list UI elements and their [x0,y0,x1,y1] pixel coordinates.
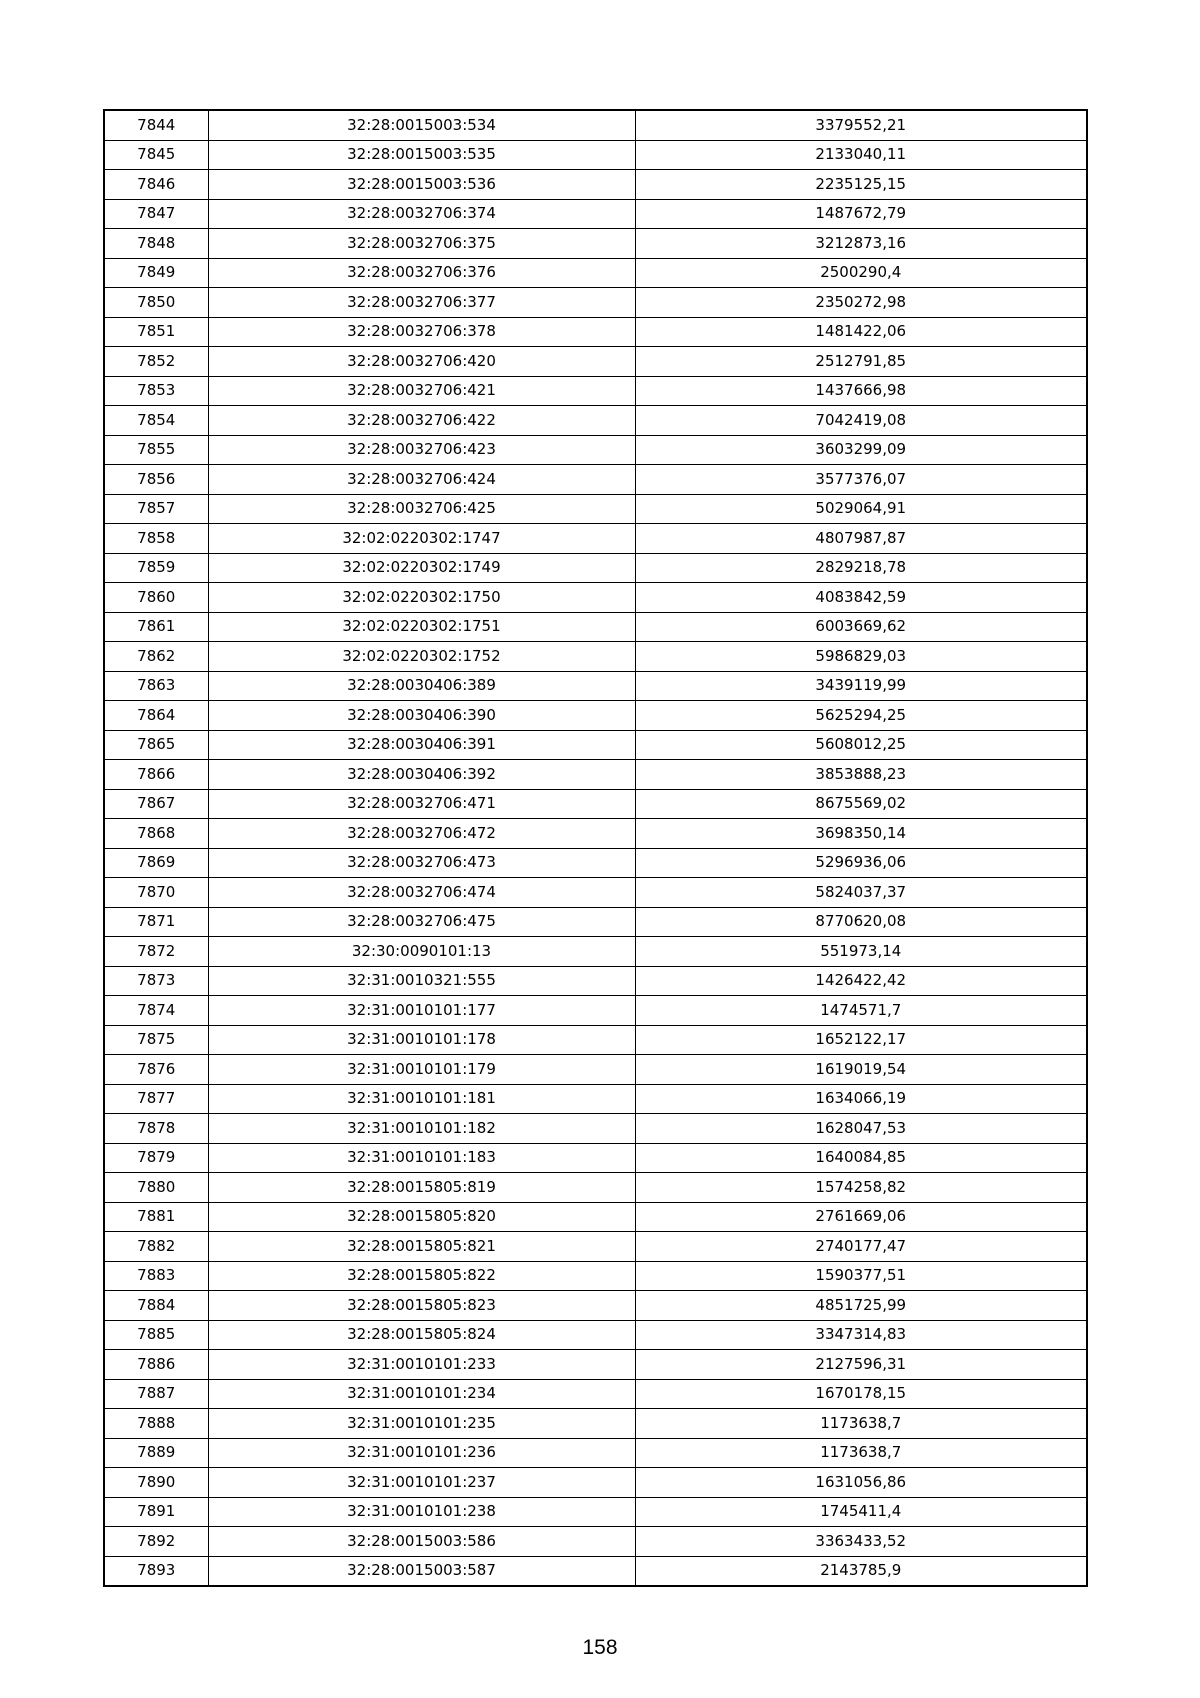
cadastral-number-cell: 32:31:0010101:182 [208,1114,635,1144]
cadastral-number-cell: 32:28:0015805:822 [208,1261,635,1291]
value-cell: 2235125,15 [635,170,1087,200]
table-row [104,199,1087,229]
row-number-cell: 7866 [104,760,208,790]
value-cell: 3363433,52 [635,1527,1087,1557]
cadastral-number-cell: 32:02:0220302:1749 [208,553,635,583]
value-cell: 2740177,47 [635,1232,1087,1262]
value-cell: 2143785,9 [635,1556,1087,1586]
cadastral-number-cell: 32:28:0032706:472 [208,819,635,849]
row-number-cell: 7880 [104,1173,208,1203]
row-number-cell: 7878 [104,1114,208,1144]
value-cell: 2127596,31 [635,1350,1087,1380]
value-cell: 8770620,08 [635,907,1087,937]
table-row [104,907,1087,937]
cadastral-number-cell: 32:28:0032706:473 [208,848,635,878]
table-row [104,642,1087,672]
table-row [104,465,1087,495]
table-row [104,1173,1087,1203]
value-cell: 2350272,98 [635,288,1087,318]
table-row [104,1468,1087,1498]
value-cell: 5625294,25 [635,701,1087,731]
table-row [104,494,1087,524]
row-number-cell: 7870 [104,878,208,908]
table-row [104,937,1087,967]
row-number-cell: 7850 [104,288,208,318]
cadastral-number-cell: 32:28:0032706:421 [208,376,635,406]
row-number-cell: 7848 [104,229,208,259]
table-row [104,1350,1087,1380]
row-number-cell: 7846 [104,170,208,200]
value-cell: 1628047,53 [635,1114,1087,1144]
row-number-cell: 7849 [104,258,208,288]
value-cell: 1745411,4 [635,1497,1087,1527]
table-row [104,819,1087,849]
cadastral-number-cell: 32:28:0015003:536 [208,170,635,200]
row-number-cell: 7869 [104,848,208,878]
page-number: 158 [582,1636,618,1659]
row-number-cell: 7885 [104,1320,208,1350]
value-cell: 1481422,06 [635,317,1087,347]
table-row [104,789,1087,819]
value-cell: 3212873,16 [635,229,1087,259]
value-cell: 1487672,79 [635,199,1087,229]
table-row [104,258,1087,288]
value-cell: 8675569,02 [635,789,1087,819]
table-row [104,1291,1087,1321]
row-number-cell: 7879 [104,1143,208,1173]
row-number-cell: 7847 [104,199,208,229]
table-row [104,110,1087,140]
row-number-cell: 7868 [104,819,208,849]
row-number-cell: 7856 [104,465,208,495]
row-number-cell: 7855 [104,435,208,465]
cadastral-number-cell: 32:28:0032706:471 [208,789,635,819]
cadastral-number-cell: 32:02:0220302:1750 [208,583,635,613]
row-number-cell: 7860 [104,583,208,613]
value-cell: 4083842,59 [635,583,1087,613]
row-number-cell: 7884 [104,1291,208,1321]
cadastral-number-cell: 32:28:0015805:820 [208,1202,635,1232]
cadastral-number-cell: 32:02:0220302:1747 [208,524,635,554]
value-cell: 3379552,21 [635,110,1087,140]
row-number-cell: 7883 [104,1261,208,1291]
table-row [104,435,1087,465]
cadastral-number-cell: 32:28:0032706:424 [208,465,635,495]
cadastral-number-cell: 32:31:0010101:234 [208,1379,635,1409]
cadastral-number-cell: 32:28:0015003:534 [208,110,635,140]
table-row [104,376,1087,406]
table-row [104,229,1087,259]
row-number-cell: 7854 [104,406,208,436]
value-cell: 5029064,91 [635,494,1087,524]
value-cell: 3698350,14 [635,819,1087,849]
cadastral-number-cell: 32:28:0032706:425 [208,494,635,524]
table-row [104,347,1087,377]
row-number-cell: 7865 [104,730,208,760]
cadastral-number-cell: 32:28:0030406:390 [208,701,635,731]
value-cell: 1574258,82 [635,1173,1087,1203]
row-number-cell: 7871 [104,907,208,937]
value-cell: 2512791,85 [635,347,1087,377]
table-row [104,1379,1087,1409]
row-number-cell: 7851 [104,317,208,347]
cadastral-number-cell: 32:31:0010101:237 [208,1468,635,1498]
row-number-cell: 7876 [104,1055,208,1085]
table-row [104,288,1087,318]
cadastral-number-cell: 32:28:0032706:378 [208,317,635,347]
cadastral-number-cell: 32:31:0010101:179 [208,1055,635,1085]
cadastral-number-cell: 32:31:0010101:233 [208,1350,635,1380]
table-row [104,878,1087,908]
row-number-cell: 7852 [104,347,208,377]
cadastral-number-cell: 32:28:0032706:474 [208,878,635,908]
row-number-cell: 7858 [104,524,208,554]
cadastral-number-cell: 32:28:0015805:821 [208,1232,635,1262]
table-row [104,1409,1087,1439]
cadastral-number-cell: 32:31:0010321:555 [208,966,635,996]
table-row [104,1114,1087,1144]
value-cell: 1426422,42 [635,966,1087,996]
cadastral-number-cell: 32:31:0010101:183 [208,1143,635,1173]
value-cell: 6003669,62 [635,612,1087,642]
value-cell: 7042419,08 [635,406,1087,436]
row-number-cell: 7872 [104,937,208,967]
table-row [104,170,1087,200]
value-cell: 4851725,99 [635,1291,1087,1321]
table-row [104,1261,1087,1291]
value-cell: 1670178,15 [635,1379,1087,1409]
cadastral-number-cell: 32:28:0032706:376 [208,258,635,288]
value-cell: 2133040,11 [635,140,1087,170]
row-number-cell: 7881 [104,1202,208,1232]
value-cell: 4807987,87 [635,524,1087,554]
cadastral-number-cell: 32:28:0015003:587 [208,1556,635,1586]
row-number-cell: 7857 [104,494,208,524]
row-number-cell: 7875 [104,1025,208,1055]
row-number-cell: 7867 [104,789,208,819]
cadastral-number-cell: 32:28:0015003:535 [208,140,635,170]
value-cell: 1474571,7 [635,996,1087,1026]
table-row [104,1202,1087,1232]
value-cell: 1619019,54 [635,1055,1087,1085]
cadastral-number-cell: 32:28:0032706:420 [208,347,635,377]
table-row [104,1025,1087,1055]
row-number-cell: 7874 [104,996,208,1026]
row-number-cell: 7877 [104,1084,208,1114]
row-number-cell: 7863 [104,671,208,701]
table-row [104,406,1087,436]
cadastral-number-cell: 32:28:0032706:422 [208,406,635,436]
cadastral-number-cell: 32:28:0032706:423 [208,435,635,465]
table-row [104,730,1087,760]
cadastral-number-cell: 32:28:0032706:375 [208,229,635,259]
table-row [104,1556,1087,1586]
row-number-cell: 7853 [104,376,208,406]
value-cell: 5986829,03 [635,642,1087,672]
cadastral-number-cell: 32:31:0010101:178 [208,1025,635,1055]
value-cell: 1631056,86 [635,1468,1087,1498]
table-row [104,1055,1087,1085]
table-row [104,1084,1087,1114]
cadastral-number-cell: 32:28:0032706:475 [208,907,635,937]
row-number-cell: 7862 [104,642,208,672]
row-number-cell: 7864 [104,701,208,731]
value-cell: 1590377,51 [635,1261,1087,1291]
value-cell: 3347314,83 [635,1320,1087,1350]
row-number-cell: 7873 [104,966,208,996]
data-table [103,109,1088,1587]
value-cell: 1634066,19 [635,1084,1087,1114]
table-row [104,583,1087,613]
value-cell: 2829218,78 [635,553,1087,583]
cadastral-number-cell: 32:28:0015003:586 [208,1527,635,1557]
table-row [104,317,1087,347]
value-cell: 3577376,07 [635,465,1087,495]
value-cell: 5296936,06 [635,848,1087,878]
table-row [104,1497,1087,1527]
value-cell: 3603299,09 [635,435,1087,465]
row-number-cell: 7890 [104,1468,208,1498]
value-cell: 551973,14 [635,937,1087,967]
table-row [104,848,1087,878]
table-row [104,671,1087,701]
value-cell: 3853888,23 [635,760,1087,790]
cadastral-number-cell: 32:28:0015805:824 [208,1320,635,1350]
value-cell: 2500290,4 [635,258,1087,288]
row-number-cell: 7859 [104,553,208,583]
row-number-cell: 7882 [104,1232,208,1262]
value-cell: 1437666,98 [635,376,1087,406]
cadastral-number-cell: 32:30:0090101:13 [208,937,635,967]
cadastral-number-cell: 32:28:0030406:391 [208,730,635,760]
row-number-cell: 7892 [104,1527,208,1557]
table-row [104,1232,1087,1262]
cadastral-number-cell: 32:02:0220302:1751 [208,612,635,642]
table-body [104,110,1087,1586]
value-cell: 1640084,85 [635,1143,1087,1173]
cadastral-number-cell: 32:31:0010101:236 [208,1438,635,1468]
table-row [104,701,1087,731]
table-row [104,760,1087,790]
table-row [104,140,1087,170]
value-cell: 1652122,17 [635,1025,1087,1055]
table-row [104,553,1087,583]
value-cell: 5824037,37 [635,878,1087,908]
cadastral-number-cell: 32:31:0010101:238 [208,1497,635,1527]
cadastral-number-cell: 32:28:0015805:823 [208,1291,635,1321]
row-number-cell: 7887 [104,1379,208,1409]
cadastral-number-cell: 32:31:0010101:181 [208,1084,635,1114]
table-row [104,612,1087,642]
cadastral-number-cell: 32:31:0010101:177 [208,996,635,1026]
table-row [104,966,1087,996]
value-cell: 5608012,25 [635,730,1087,760]
value-cell: 1173638,7 [635,1409,1087,1439]
cadastral-number-cell: 32:02:0220302:1752 [208,642,635,672]
table-row [104,1527,1087,1557]
table-row [104,1438,1087,1468]
value-cell: 1173638,7 [635,1438,1087,1468]
table-row [104,1320,1087,1350]
row-number-cell: 7886 [104,1350,208,1380]
cadastral-number-cell: 32:28:0032706:374 [208,199,635,229]
value-cell: 2761669,06 [635,1202,1087,1232]
row-number-cell: 7893 [104,1556,208,1586]
cadastral-number-cell: 32:31:0010101:235 [208,1409,635,1439]
cadastral-number-cell: 32:28:0030406:389 [208,671,635,701]
table-row [104,996,1087,1026]
cadastral-number-cell: 32:28:0032706:377 [208,288,635,318]
row-number-cell: 7889 [104,1438,208,1468]
cadastral-number-cell: 32:28:0030406:392 [208,760,635,790]
cadastral-number-cell: 32:28:0015805:819 [208,1173,635,1203]
row-number-cell: 7861 [104,612,208,642]
value-cell: 3439119,99 [635,671,1087,701]
row-number-cell: 7891 [104,1497,208,1527]
table-row [104,524,1087,554]
row-number-cell: 7844 [104,110,208,140]
table-row [104,1143,1087,1173]
row-number-cell: 7845 [104,140,208,170]
row-number-cell: 7888 [104,1409,208,1439]
